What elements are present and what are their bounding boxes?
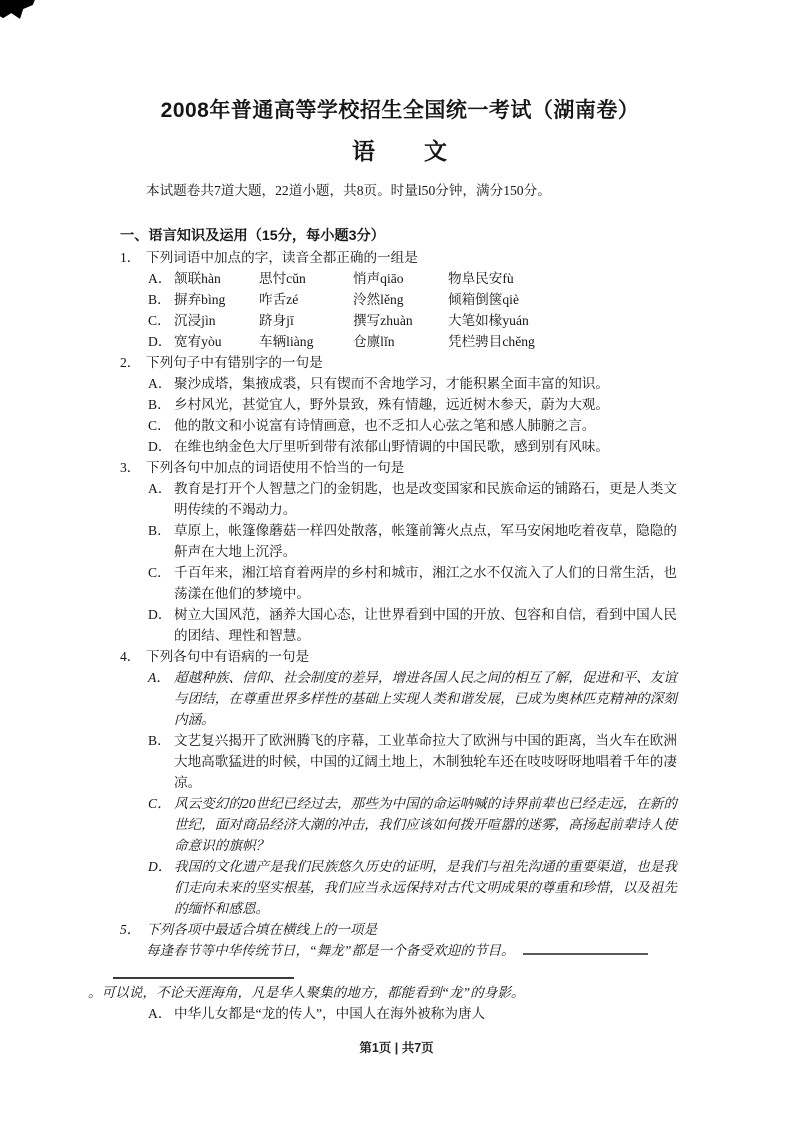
- q2-option-b: [120, 394, 680, 415]
- option-label: B．: [148, 523, 171, 538]
- question-stem: 下列各项中最适合填在横线上的一项是: [146, 922, 378, 937]
- option-label: B．: [148, 733, 171, 748]
- option-label: B．: [148, 397, 171, 412]
- q3-option-c: [120, 562, 680, 604]
- section-heading: 一、语言知识及运用（15分，每小题3分）: [120, 228, 385, 244]
- q3-option-d: [120, 604, 680, 646]
- page-title: 2008年普通高等学校招生全国统一考试（湖南卷）: [160, 99, 640, 122]
- q5-sentence: [146, 940, 680, 961]
- answer-blank-row: [120, 961, 680, 982]
- option-word: 仓廪lǐn: [353, 334, 395, 349]
- option-word: 车辆liàng: [259, 334, 314, 349]
- question-number: 5．: [120, 922, 141, 937]
- q5-continuation: 。可以说，不论天涯海角，凡是华人聚集的地方，都能看到“龙”的身影。: [88, 985, 525, 1000]
- q4-option-a: [120, 667, 680, 730]
- option-text: 文艺复兴揭开了欧洲腾飞的序幕，工业革命拉大了欧洲与中国的距离，当火车在欧洲大地高歌猛进的时候，中国的辽阔土地上，木制独轮车还在吱吱呀呀地唱着千年的凄凉。: [174, 733, 677, 790]
- option-label: C．: [148, 565, 171, 580]
- option-text: 他的散文和小说富有诗情画意，也不乏扣人心弦之笔和感人肺腑之言。: [174, 418, 596, 433]
- q1-option-b: [120, 289, 680, 310]
- option-text: 教育是打开个人智慧之门的金钥匙，也是改变国家和民族命运的铺路石，更是人类文明传续的不竭动力。: [174, 481, 677, 517]
- option-word: 物阜民安fù: [448, 271, 514, 286]
- page-footer: 第1页 | 共7页: [359, 1041, 434, 1055]
- option-word: 凭栏骋目chěng: [448, 334, 535, 349]
- q3-option-b: [120, 520, 680, 562]
- option-text: 中华儿女都是“龙的传人”，中国人在海外被称为唐人: [174, 1006, 486, 1021]
- question-number: 2．: [120, 355, 141, 370]
- option-label: A．: [148, 670, 170, 685]
- option-word: 颔联hàn: [174, 271, 221, 286]
- option-label: D．: [148, 607, 172, 622]
- option-label: A．: [148, 376, 172, 391]
- option-word: 泠然lěng: [353, 292, 404, 307]
- q2-option-c: [120, 415, 680, 436]
- question-5: [120, 919, 680, 940]
- option-text: 风云变幻的20世纪已经过去，那些为中国的命运呐喊的诗界前辈也已经走远，在新的世纪，面对商品经济大潮的冲击，我们应该如何拨开喧嚣的迷雾，高扬起前辈诗人使命意识的旗帜？: [174, 796, 677, 853]
- option-text: 乡村风光，甚觉宜人，野外景致，殊有情趣，远近树木参天，蔚为大观。: [174, 397, 609, 412]
- option-word: 摒弃bìng: [174, 292, 226, 307]
- option-text: 聚沙成塔，集掖成裘，只有锲而不舍地学习，才能积累全面丰富的知识。: [174, 376, 609, 391]
- subject-title: 语 文: [352, 138, 448, 164]
- q4-option-b: [120, 730, 680, 793]
- q4-option-c: [120, 793, 680, 856]
- option-word: 跻身jī: [259, 313, 294, 328]
- question-number: 1．: [120, 250, 141, 265]
- option-word: 大笔如椽yuán: [448, 313, 529, 328]
- option-text: 在维也纳金色大厅里听到带有浓郁山野情调的中国民歌，感到别有风味。: [174, 439, 609, 454]
- exam-info: 本试题卷共7道大题，22道小题，共8页。时量l50分钟，满分150分。: [146, 183, 551, 198]
- option-label: C．: [148, 313, 171, 328]
- question-1: [120, 247, 680, 268]
- option-text: 千百年来，湘江培育着两岸的乡村和城市，湘江之水不仅流入了人们的日常生活，也荡漾在他们的梦境中。: [174, 565, 677, 601]
- option-word: 宽宥yòu: [174, 334, 222, 349]
- question-number: 4．: [120, 649, 141, 664]
- option-word: 悄声qiāo: [353, 271, 404, 286]
- option-label: A．: [148, 481, 172, 496]
- option-word: 撰写zhuàn: [353, 313, 413, 328]
- question-stem: 下列词语中加点的字，读音全都正确的一组是: [146, 250, 418, 265]
- option-word: 倾箱倒箧qiè: [448, 292, 519, 307]
- scan-artifact: [0, 0, 36, 20]
- q2-option-d: [120, 436, 680, 457]
- option-label: D．: [148, 334, 172, 349]
- q5-option-a: [120, 1003, 680, 1024]
- option-text: 树立大国风范，涵养大国心态，让世界看到中国的开放、包容和自信，看到中国人民的团结、理性和智慧。: [174, 607, 677, 643]
- q1-option-a: [120, 268, 680, 289]
- question-3: [120, 457, 680, 478]
- q3-option-a: [120, 478, 680, 520]
- q1-option-c: [120, 310, 680, 331]
- question-2: [120, 352, 680, 373]
- option-label: D．: [148, 439, 172, 454]
- option-word: 咋舌zé: [259, 292, 299, 307]
- option-label: A．: [148, 271, 172, 286]
- answer-blank-line-1: [523, 950, 648, 955]
- option-text: 我国的文化遗产是我们民族悠久历史的证明，是我们与祖先沟通的重要渠道，也是我们走向未来的坚实根基，我们应当永远保持对古代文明成果的尊重和珍惜，以及祖先的缅怀和感恩。: [174, 859, 677, 916]
- q5-sentence-text: 每逢春节等中华传统节日，“舞龙”都是一个备受欢迎的节目。: [146, 943, 515, 958]
- question-stem: 下列各句中有语病的一句是: [146, 649, 310, 664]
- option-label: A．: [148, 1006, 172, 1021]
- option-word: 沉浸jìn: [174, 313, 216, 328]
- question-4: [120, 646, 680, 667]
- option-label: D．: [148, 859, 172, 874]
- q4-option-d: [120, 856, 680, 919]
- question-stem: 下列各句中加点的词语使用不恰当的一句是: [146, 460, 405, 475]
- option-text: 草原上，帐篷像蘑菇一样四处散落，帐篷前篝火点点，军马安闲地吃着夜草，隐隐的鼾声在大地上沉浮。: [174, 523, 677, 559]
- q1-option-d: [120, 331, 680, 352]
- option-word: 思忖cǔn: [259, 271, 306, 286]
- question-number: 3．: [120, 460, 141, 475]
- answer-blank-line-2: [113, 977, 294, 979]
- question-stem: 下列句子中有错别字的一句是: [146, 355, 323, 370]
- option-label: C．: [148, 796, 171, 811]
- q2-option-a: [120, 373, 680, 394]
- option-label: C．: [148, 418, 171, 433]
- option-text: 超越种族、信仰、社会制度的差异，增进各国人民之间的相互了解，促进和平、友谊与团结，在尊重世界多样性的基础上实现人类和谐发展，已成为奥林匹克精神的深刻内涵。: [174, 670, 677, 727]
- option-label: B．: [148, 292, 171, 307]
